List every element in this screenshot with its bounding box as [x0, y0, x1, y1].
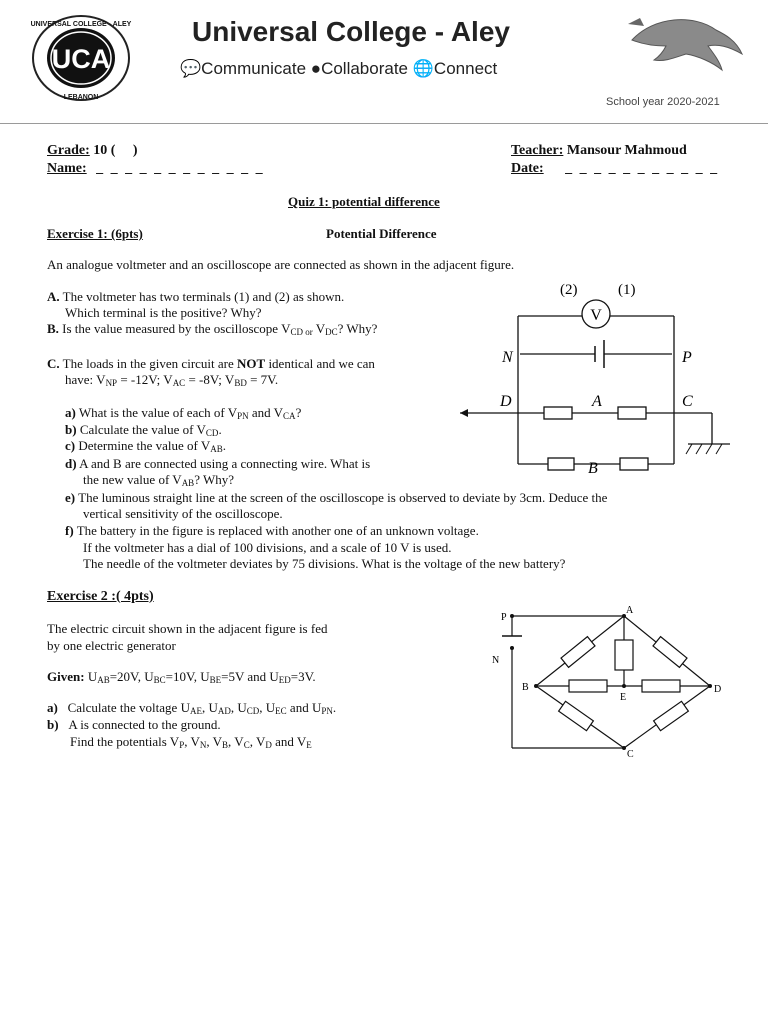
header-divider [0, 123, 768, 124]
ex2-part-b: b) A is connected to the ground. [47, 717, 221, 732]
label-P: P [501, 612, 507, 623]
ex1-intro: An analogue voltmeter and an oscilloscope are connected as shown in the adjacent figure. [47, 257, 515, 272]
label-terminal-1: (1) [618, 282, 636, 298]
resistor-AB [561, 637, 595, 668]
label-E: E [620, 692, 627, 703]
resistor-BC [559, 701, 594, 730]
resistor-BC [620, 458, 648, 470]
resistor-DC [654, 701, 689, 730]
label-N: N [502, 349, 513, 366]
ex2-intro-line1: The electric circuit shown in the adjacent figure is fed [47, 621, 328, 636]
resistor-DB [548, 458, 574, 470]
logo-seal-icon [22, 14, 140, 102]
tagline: 💬Communicate ●Collaborate 🌐Connect [180, 59, 498, 78]
circuit-diagram-1 [452, 276, 742, 476]
ex1-part-f: f) The battery in the figure is replaced with another one of an unknown voltage. [65, 523, 479, 538]
resistor-DA [544, 407, 572, 419]
ex1-question-C-line2: have: $V_{NP} = -12V$; $V_{AC} = -8V$; $V_{BD} = 7V$. [65, 372, 279, 388]
resistor-BE [569, 680, 607, 692]
ex2-given: Given: $U_{AB}=20V$, $U_{BC}=10V$, $U_{BE}=5V$ and $U_{ED}=3V$. [47, 669, 316, 685]
label-N: N [492, 655, 500, 666]
name-blank[interactable]: _ _ _ _ _ _ _ _ _ _ _ _ [96, 161, 265, 176]
ex1-part-b: b) Calculate the value of $V_{CD}$. [65, 422, 222, 438]
college-name: Universal College - Aley [192, 16, 510, 47]
label-A: A [626, 605, 634, 616]
ex1-question-A: A. The voltmeter has two terminals (1) and (2) as shown. [47, 289, 345, 304]
ex1-subtitle: Potential Difference [326, 226, 437, 241]
quiz-title: Quiz 1: potential difference [288, 194, 440, 209]
label-A: A [592, 393, 602, 410]
globe-icon: 🌐 [412, 59, 434, 78]
label-C: C [682, 393, 693, 410]
circuit-diagram-2 [488, 602, 738, 758]
ex1-question-A-line2: Which terminal is the positive? Why? [65, 305, 262, 320]
label-B: B [588, 460, 598, 476]
ex2-part-a: a) Calculate the voltage $U_{AE}$, $U_{AD}$, $U_{CD}$, $U_{EC}$ and $U_{PN}$. [47, 700, 337, 716]
ex1-part-d-line2: the new value of $V_{AB}$? Why? [83, 472, 235, 488]
ex1-heading: Exercise 1: (6pts) [47, 226, 143, 241]
label-B: B [522, 682, 529, 693]
ex2-heading: Exercise 2 :( 4pts) [47, 589, 154, 604]
circuit-figure-1 [452, 276, 742, 476]
svg-text:UCA: UCA [51, 44, 111, 74]
ex1-part-f-line3: The needle of the voltmeter deviates by 75 divisions. What is the voltage of the new battery? [83, 556, 566, 571]
grade-line: Grade: 10 ( ) [47, 143, 138, 158]
label-C: C [627, 749, 634, 758]
svg-text:LEBANON: LEBANON [63, 94, 99, 101]
resistor-AC [618, 407, 646, 419]
label-P: P [682, 349, 692, 366]
resistor-ED [642, 680, 680, 692]
resistor-AE [615, 640, 633, 670]
ex1-part-a: a) What is the value of each of $V_{PN}$ and $V_{CA}$? [65, 405, 302, 421]
school-year: School year 2020-2021 [606, 96, 720, 108]
ex1-part-e-line2: vertical sensitivity of the oscilloscope. [83, 506, 283, 521]
ex2-part-b-line2: Find the potentials $V_P$, $V_N$, $V_B$, $V_C$, $V_D$ and $V_E$ [70, 734, 312, 750]
ex1-question-C: C. The loads in the given circuit are NOT identical and we can [47, 356, 375, 371]
name-line: Name: _ _ _ _ _ _ _ _ _ _ _ _ [47, 161, 265, 176]
ex1-part-e: e) The luminous straight line at the screen of the oscilloscope is observed to deviate by 3cm. Deduce the [65, 490, 608, 505]
svg-text:UNIVERSAL COLLEGE - ALEY: UNIVERSAL COLLEGE - ALEY [30, 21, 132, 28]
chat-icon: 💬 [180, 59, 202, 78]
resistor-AD [653, 637, 687, 668]
date-blank[interactable]: _ _ _ _ _ _ _ _ _ _ _ [565, 161, 720, 176]
date-line: Date: _ _ _ _ _ _ _ _ _ _ _ [511, 161, 720, 176]
circuit-figure-2 [488, 602, 738, 758]
oscilloscope-arrow-icon [460, 409, 468, 417]
ex1-question-B: B. Is the value measured by the oscilloscope $V_{CD or}$ $V_{DC}$? Why? [47, 321, 378, 337]
label-D: D [500, 393, 512, 410]
label-terminal-2: (2) [560, 282, 578, 298]
ex1-part-f-line2: If the voltmeter has a dial of 100 divisions, and a scale of 10 V is used. [83, 540, 452, 555]
college-logo [22, 14, 140, 102]
teacher-line: Teacher: Mansour Mahmoud [511, 143, 687, 158]
eagle-icon [624, 10, 748, 74]
ex2-intro-line2: by one electric generator [47, 638, 176, 653]
ex1-part-d: d) A and B are connected using a connecting wire. What is [65, 456, 371, 471]
people-icon: ● [310, 59, 322, 78]
ex1-part-c: c) Determine the value of $V_{AB}$. [65, 438, 227, 454]
label-D: D [714, 684, 722, 695]
eagle-image [624, 10, 748, 74]
voltmeter-label: V [590, 307, 602, 324]
